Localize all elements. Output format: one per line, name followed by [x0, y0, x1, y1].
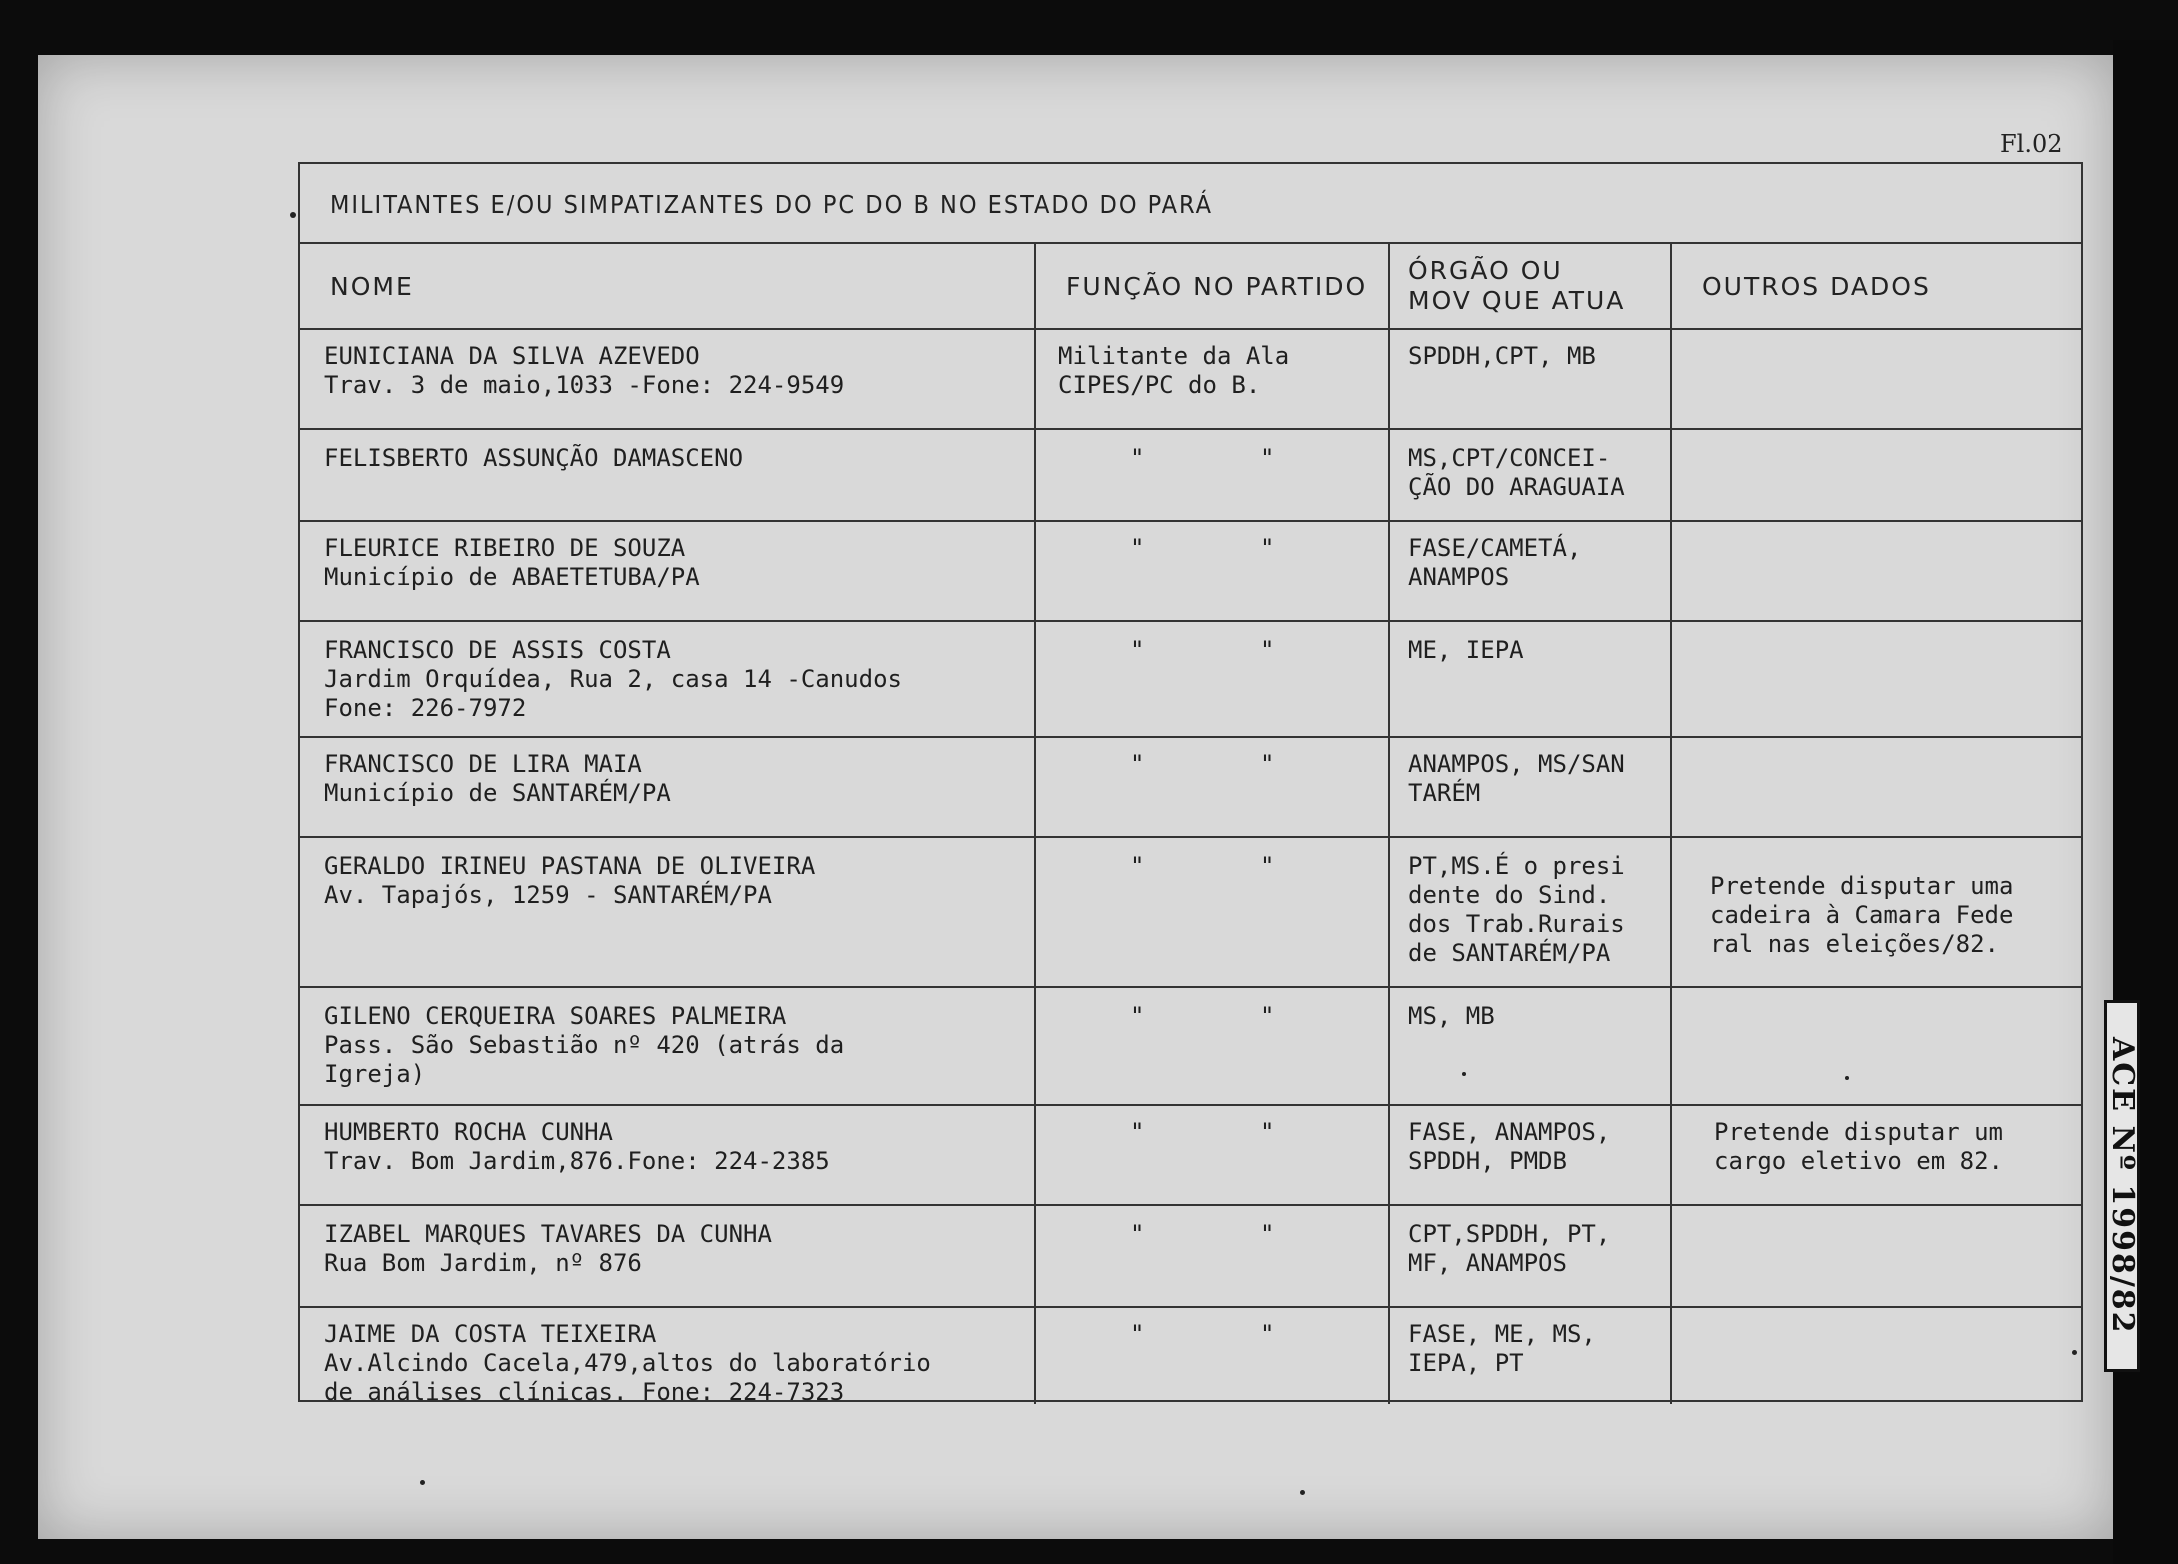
cell-nome: EUNICIANA DA SILVA AZEVEDO Trav. 3 de maio,1033 -Fone: 224-9549 — [324, 342, 845, 399]
header-nome: NOME — [330, 271, 414, 301]
row-divider — [300, 836, 2081, 838]
column-divider — [1034, 244, 1036, 1404]
cell-funcao: " " — [1130, 1220, 1275, 1248]
cell-nome: IZABEL MARQUES TAVARES DA CUNHA Rua Bom Jardim, nº 876 — [324, 1220, 772, 1277]
cell-funcao: " " — [1130, 1320, 1275, 1348]
cell-nome: FRANCISCO DE LIRA MAIA Município de SANTARÉM/PA — [324, 750, 671, 807]
cell-nome: GERALDO IRINEU PASTANA DE OLIVEIRA Av. Tapajós, 1259 - SANTARÉM/PA — [324, 852, 816, 909]
cell-funcao: " " — [1130, 636, 1275, 664]
cell-outros: Pretende disputar um cargo eletivo em 82. — [1714, 1118, 2003, 1175]
cell-outros: Pretende disputar uma cadeira à Camara Fede ral nas eleições/82. — [1710, 872, 2014, 958]
cell-orgao: PT,MS.É o presi dente do Sind. dos Trab.Rurais de SANTARÉM/PA — [1408, 852, 1625, 967]
row-divider — [300, 1104, 2081, 1106]
cell-funcao: " " — [1130, 852, 1275, 880]
militants-table — [298, 162, 2083, 1406]
table-title: MILITANTES E/OU SIMPATIZANTES DO PC DO B NO ESTADO DO PARÁ — [300, 164, 2081, 244]
cell-orgao: MS, MB — [1408, 1002, 1495, 1030]
row-divider — [300, 428, 2081, 430]
cell-orgao: ANAMPOS, MS/SAN TARÉM — [1408, 750, 1625, 807]
row-divider — [300, 986, 2081, 988]
cell-orgao: ME, IEPA — [1408, 636, 1524, 664]
row-divider — [300, 1306, 2081, 1308]
row-divider — [300, 1204, 2081, 1206]
cell-orgao: FASE, ANAMPOS, SPDDH, PMDB — [1408, 1118, 1611, 1175]
row-divider — [300, 328, 2081, 330]
cell-funcao: " " — [1130, 750, 1275, 778]
scan-speck — [1300, 1490, 1305, 1495]
column-divider — [1670, 244, 1672, 1404]
cell-nome: JAIME DA COSTA TEIXEIRA Av.Alcindo Cacela,479,altos do laboratório de análises clínicas. Fone: 224-7323 — [324, 1320, 931, 1406]
scan-speck — [420, 1480, 425, 1485]
cell-funcao: " " — [1130, 534, 1275, 562]
folio-number: Fl.02 — [2000, 130, 2063, 158]
cell-orgao: MS,CPT/CONCEI- ÇÃO DO ARAGUAIA — [1408, 444, 1625, 501]
header-funcao: FUNÇÃO NO PARTIDO — [1066, 271, 1368, 301]
row-divider — [300, 736, 2081, 738]
scan-speck — [1845, 1076, 1849, 1080]
header-orgao — [1390, 244, 1670, 328]
cell-nome: HUMBERTO ROCHA CUNHA Trav. Bom Jardim,876.Fone: 224-2385 — [324, 1118, 830, 1175]
cell-funcao: Militante da Ala CIPES/PC do B. — [1058, 342, 1290, 399]
scan-speck — [2072, 1350, 2077, 1355]
cell-orgao: SPDDH,CPT, MB — [1408, 342, 1596, 370]
header-orgao-line2: MOV QUE ATUA — [1408, 286, 1626, 315]
header-outros: OUTROS DADOS — [1702, 271, 1931, 301]
cell-nome: FLEURICE RIBEIRO DE SOUZA Município de ABAETETUBA/PA — [324, 534, 700, 591]
header-orgao-line1: ÓRGÃO OU — [1408, 256, 1563, 285]
cell-funcao: " " — [1130, 1002, 1275, 1030]
scan-speck — [290, 212, 296, 218]
cell-funcao: " " — [1130, 1118, 1275, 1146]
side-stamp-text: ACE Nº 1998/82 — [2105, 1037, 2140, 1335]
cell-nome: FELISBERTO ASSUNÇÃO DAMASCENO — [324, 444, 744, 472]
column-divider — [1388, 244, 1390, 1404]
cell-orgao: CPT,SPDDH, PT, MF, ANAMPOS — [1408, 1220, 1611, 1277]
cell-nome: GILENO CERQUEIRA SOARES PALMEIRA Pass. São Sebastião nº 420 (atrás da Igreja) — [324, 1002, 845, 1088]
scan-speck — [1462, 1072, 1466, 1076]
cell-orgao: FASE/CAMETÁ, ANAMPOS — [1408, 534, 1582, 591]
cell-orgao: FASE, ME, MS, IEPA, PT — [1408, 1320, 1596, 1377]
cell-nome: FRANCISCO DE ASSIS COSTA Jardim Orquídea, Rua 2, casa 14 -Canudos Fone: 226-7972 — [324, 636, 902, 722]
cell-funcao: " " — [1130, 444, 1275, 472]
row-divider — [300, 620, 2081, 622]
row-divider — [300, 520, 2081, 522]
